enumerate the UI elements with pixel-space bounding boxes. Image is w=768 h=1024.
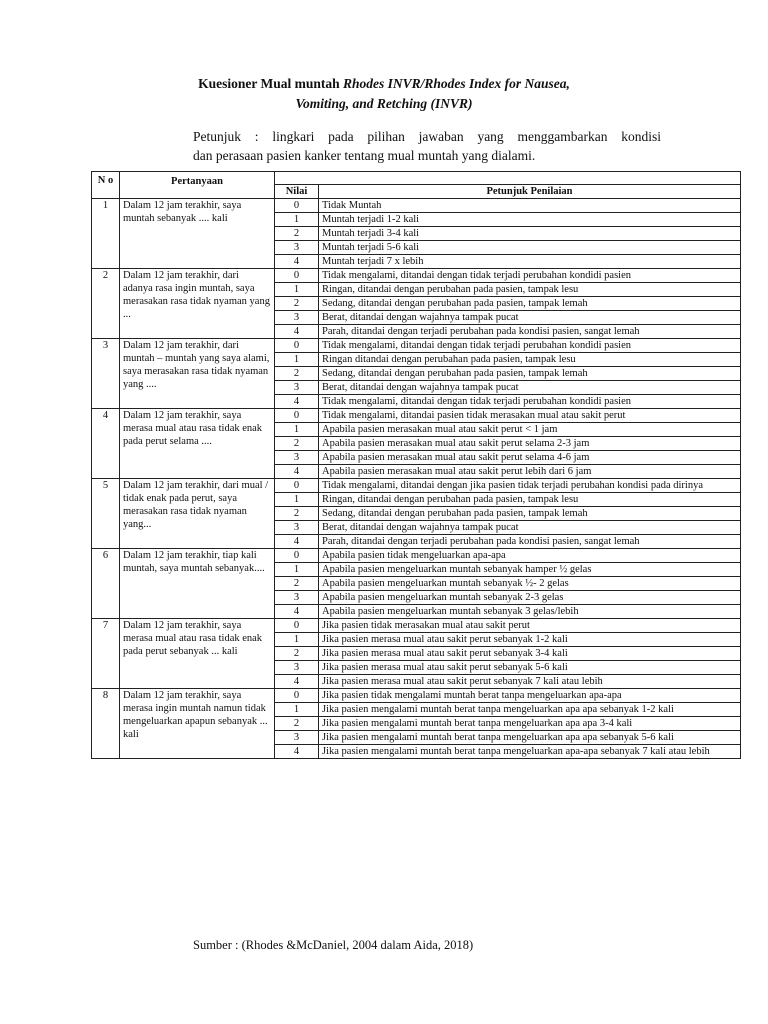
- option-description: Apabila pasien merasakan mual atau sakit perut selama 2-3 jam: [319, 437, 741, 451]
- option-description: Ringan, ditandai dengan perubahan pada pasien, tampak lesu: [319, 493, 741, 507]
- option-description: Muntah terjadi 1-2 kali: [319, 213, 741, 227]
- option-description: Ringan, ditandai dengan perubahan pada pasien, tampak lesu: [319, 283, 741, 297]
- option-description: Jika pasien mengalami muntah berat tanpa mengeluarkan apa apa sebanyak 1-2 kali: [319, 703, 741, 717]
- table-header: [92, 172, 741, 199]
- option-value[interactable]: 3: [275, 521, 319, 535]
- option-description: Ringan ditandai dengan perubahan pada pasien, tampak lesu: [319, 353, 741, 367]
- option-value[interactable]: 2: [275, 717, 319, 731]
- option-description: Jika pasien merasa mual atau sakit perut sebanyak 7 kali atau lebih: [319, 675, 741, 689]
- option-description: Berat, ditandai dengan wajahnya tampak pucat: [319, 311, 741, 325]
- option-description: Tidak mengalami, ditandai dengan jika pasien tidak terjadi perubahan kondisi pada dirinya: [319, 479, 741, 493]
- question-text: Dalam 12 jam terakhir, dari adanya rasa ingin muntah, saya merasakan rasa tidak nyaman yang ...: [120, 269, 275, 339]
- option-value[interactable]: 0: [275, 269, 319, 283]
- option-value[interactable]: 2: [275, 577, 319, 591]
- option-description: Jika pasien mengalami muntah berat tanpa mengeluarkan apa apa sebanyak 5-6 kali: [319, 731, 741, 745]
- option-description: Apabila pasien merasakan mual atau sakit perut selama 4-6 jam: [319, 451, 741, 465]
- option-value[interactable]: 2: [275, 367, 319, 381]
- option-description: Tidak mengalami, ditandai dengan tidak terjadi perubahan kondidi pasien: [319, 339, 741, 353]
- question-number: 4: [92, 409, 120, 479]
- option-description: Jika pasien mengalami muntah berat tanpa mengeluarkan apa-apa sebanyak 7 kali atau lebih: [319, 745, 741, 759]
- option-value[interactable]: 2: [275, 437, 319, 451]
- question-number: 2: [92, 269, 120, 339]
- option-value[interactable]: 4: [275, 745, 319, 759]
- option-value[interactable]: 3: [275, 661, 319, 675]
- option-value[interactable]: 3: [275, 311, 319, 325]
- header-nilai: Nilai: [275, 185, 319, 199]
- instruction: [193, 127, 661, 165]
- option-value[interactable]: 2: [275, 227, 319, 241]
- option-value[interactable]: 0: [275, 619, 319, 633]
- option-description: Apabila pasien mengeluarkan muntah sebanyak 2-3 gelas: [319, 591, 741, 605]
- option-row: [92, 269, 741, 283]
- option-value[interactable]: 4: [275, 535, 319, 549]
- questionnaire-table: [91, 171, 741, 759]
- question-number: 1: [92, 199, 120, 269]
- question-number: 8: [92, 689, 120, 759]
- title-line-1: [0, 74, 768, 94]
- option-value[interactable]: 3: [275, 591, 319, 605]
- table-body: [92, 199, 741, 759]
- instruction-line-2: dan perasaan pasien kanker tentang mual muntah yang dialami.: [193, 148, 536, 163]
- option-description: Muntah terjadi 3-4 kali: [319, 227, 741, 241]
- header-no: N o: [92, 172, 120, 199]
- option-value[interactable]: 3: [275, 451, 319, 465]
- option-row: [92, 199, 741, 213]
- option-row: [92, 479, 741, 493]
- question-text: Dalam 12 jam terakhir, dari muntah – muntah yang saya alami, saya merasakan rasa tidak nyaman yang ....: [120, 339, 275, 409]
- question-text: Dalam 12 jam terakhir, tiap kali muntah, saya muntah sebanyak....: [120, 549, 275, 619]
- option-row: [92, 549, 741, 563]
- option-value[interactable]: 3: [275, 731, 319, 745]
- option-description: Berat, ditandai dengan wajahnya tampak pucat: [319, 381, 741, 395]
- option-description: Jika pasien merasa mual atau sakit perut sebanyak 5-6 kali: [319, 661, 741, 675]
- option-description: Jika pasien mengalami muntah berat tanpa mengeluarkan apa apa 3-4 kali: [319, 717, 741, 731]
- option-value[interactable]: 4: [275, 395, 319, 409]
- option-description: Apabila pasien tidak mengeluarkan apa-apa: [319, 549, 741, 563]
- option-value[interactable]: 2: [275, 507, 319, 521]
- option-value[interactable]: 1: [275, 213, 319, 227]
- option-value[interactable]: 3: [275, 241, 319, 255]
- option-value[interactable]: 0: [275, 409, 319, 423]
- option-description: Tidak mengalami, ditandai dengan tidak terjadi perubahan kondidi pasien: [319, 269, 741, 283]
- option-description: Muntah terjadi 7 x lebih: [319, 255, 741, 269]
- source-citation: Sumber : (Rhodes &McDaniel, 2004 dalam Aida, 2018): [193, 938, 474, 952]
- option-description: Sedang, ditandai dengan perubahan pada pasien, tampak lemah: [319, 367, 741, 381]
- option-value[interactable]: 3: [275, 381, 319, 395]
- question-text: Dalam 12 jam terakhir, saya merasa mual atau rasa tidak enak pada perut sebanyak ... kali: [120, 619, 275, 689]
- option-value[interactable]: 4: [275, 605, 319, 619]
- option-description: Sedang, ditandai dengan perubahan pada pasien, tampak lemah: [319, 297, 741, 311]
- option-description: Tidak mengalami, ditandai pasien tidak merasakan mual atau sakit perut: [319, 409, 741, 423]
- option-value[interactable]: 2: [275, 647, 319, 661]
- option-description: Jika pasien tidak mengalami muntah berat tanpa mengeluarkan apa-apa: [319, 689, 741, 703]
- option-value[interactable]: 1: [275, 563, 319, 577]
- option-description: Apabila pasien mengeluarkan muntah sebanyak 3 gelas/lebih: [319, 605, 741, 619]
- header-pertanyaan: Pertanyaan: [120, 172, 275, 199]
- option-description: Berat, ditandai dengan wajahnya tampak pucat: [319, 521, 741, 535]
- option-value[interactable]: 0: [275, 339, 319, 353]
- option-value[interactable]: 1: [275, 493, 319, 507]
- option-row: [92, 619, 741, 633]
- header-blank: [275, 172, 741, 185]
- option-value[interactable]: 1: [275, 353, 319, 367]
- option-description: Parah, ditandai dengan terjadi perubahan pada kondisi pasien, sangat lemah: [319, 325, 741, 339]
- question-text: Dalam 12 jam terakhir, saya merasa ingin muntah namun tidak mengeluarkan apapun sebanyak ... kali: [120, 689, 275, 759]
- title-line-2: [0, 94, 768, 114]
- question-text: Dalam 12 jam terakhir, saya muntah sebanyak .... kali: [120, 199, 275, 269]
- title-italic-1: Rhodes INVR/Rhodes Index for Nausea,: [342, 76, 570, 91]
- question-number: 5: [92, 479, 120, 549]
- title-normal: Kuesioner Mual muntah: [198, 76, 343, 91]
- option-description: Jika pasien merasa mual atau sakit perut sebanyak 3-4 kali: [319, 647, 741, 661]
- option-description: Sedang, ditandai dengan perubahan pada pasien, tampak lemah: [319, 507, 741, 521]
- question-number: 7: [92, 619, 120, 689]
- option-description: Apabila pasien merasakan mual atau sakit perut lebih dari 6 jam: [319, 465, 741, 479]
- question-text: Dalam 12 jam terakhir, dari mual / tidak enak pada perut, saya merasakan rasa tidak nyaman yang...: [120, 479, 275, 549]
- option-value[interactable]: 1: [275, 423, 319, 437]
- option-description: Jika pasien tidak merasakan mual atau sakit perut: [319, 619, 741, 633]
- option-value[interactable]: 4: [275, 465, 319, 479]
- option-description: Apabila pasien mengeluarkan muntah sebanyak hamper ½ gelas: [319, 563, 741, 577]
- option-value[interactable]: 1: [275, 633, 319, 647]
- option-description: Muntah terjadi 5-6 kali: [319, 241, 741, 255]
- question-number: 3: [92, 339, 120, 409]
- header-petunjuk: Petunjuk Penilaian: [319, 185, 741, 199]
- option-value[interactable]: 0: [275, 479, 319, 493]
- question-number: 6: [92, 549, 120, 619]
- option-value[interactable]: 0: [275, 549, 319, 563]
- option-description: Jika pasien merasa mual atau sakit perut sebanyak 1-2 kali: [319, 633, 741, 647]
- option-description: Parah, ditandai dengan terjadi perubahan pada kondisi pasien, sangat lemah: [319, 535, 741, 549]
- option-description: Apabila pasien mengeluarkan muntah sebanyak ½- 2 gelas: [319, 577, 741, 591]
- option-description: Apabila pasien merasakan mual atau sakit perut < 1 jam: [319, 423, 741, 437]
- option-value[interactable]: 4: [275, 255, 319, 269]
- option-row: [92, 339, 741, 353]
- document-title: [0, 74, 768, 114]
- option-row: [92, 409, 741, 423]
- option-description: Tidak mengalami, ditandai dengan tidak terjadi perubahan kondidi pasien: [319, 395, 741, 409]
- instruction-line-1: Petunjuk : lingkari pada pilihan jawaban yang menggambarkan kondisi: [193, 129, 661, 144]
- option-value[interactable]: 1: [275, 703, 319, 717]
- title-italic-2: Vomiting, and Retching (INVR): [295, 96, 473, 111]
- option-value[interactable]: 1: [275, 283, 319, 297]
- option-value[interactable]: 0: [275, 199, 319, 213]
- option-description: Tidak Muntah: [319, 199, 741, 213]
- option-value[interactable]: 4: [275, 675, 319, 689]
- option-value[interactable]: 0: [275, 689, 319, 703]
- option-row: [92, 689, 741, 703]
- question-text: Dalam 12 jam terakhir, saya merasa mual atau rasa tidak enak pada perut selama ....: [120, 409, 275, 479]
- option-value[interactable]: 2: [275, 297, 319, 311]
- option-value[interactable]: 4: [275, 325, 319, 339]
